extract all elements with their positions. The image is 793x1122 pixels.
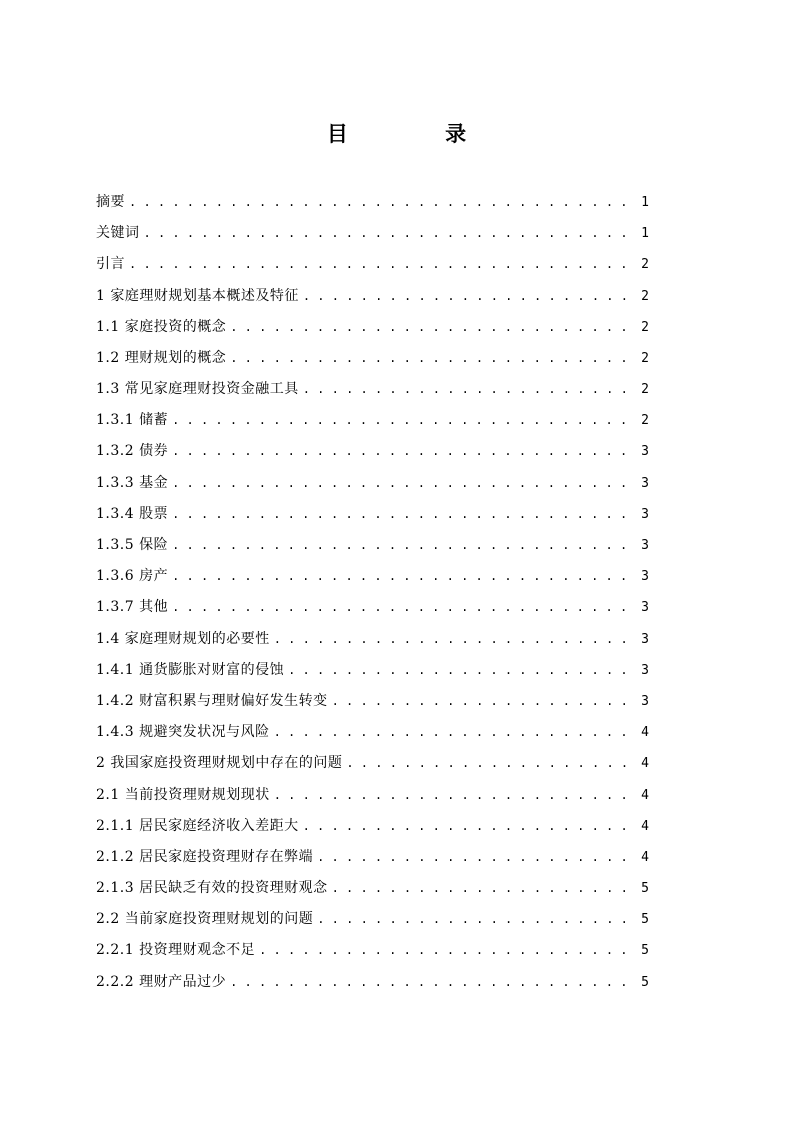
toc-dot-leader xyxy=(274,624,635,655)
table-of-contents xyxy=(96,187,649,998)
toc-entry-page-number: 2 xyxy=(641,257,649,273)
toc-entry-page-number: 2 xyxy=(641,350,649,366)
toc-entry[interactable] xyxy=(96,468,649,499)
toc-entry-page-number: 4 xyxy=(641,787,649,803)
toc-entry-label: 1.3.6 房产 xyxy=(96,568,169,585)
toc-entry-page-number: 4 xyxy=(641,756,649,772)
toc-entry-label: 引言 xyxy=(96,256,125,273)
toc-dot-leader xyxy=(303,374,635,405)
toc-entry-page-number: 3 xyxy=(641,631,649,647)
toc-dot-leader xyxy=(172,405,635,436)
toc-dot-leader xyxy=(172,499,635,530)
toc-entry-page-number: 5 xyxy=(641,943,649,959)
toc-dot-leader xyxy=(172,530,635,561)
toc-entry-page-number: 3 xyxy=(641,569,649,585)
toc-dot-leader xyxy=(172,592,635,623)
toc-entry[interactable] xyxy=(96,842,649,873)
toc-entry[interactable] xyxy=(96,936,649,967)
toc-entry-page-number: 2 xyxy=(641,288,649,304)
toc-entry-label: 1.4.2 财富积累与理财偏好发生转变 xyxy=(96,692,328,709)
toc-entry[interactable] xyxy=(96,873,649,904)
toc-dot-leader xyxy=(317,904,635,935)
toc-entry[interactable] xyxy=(96,374,649,405)
toc-dot-leader xyxy=(230,343,635,374)
toc-entry-label: 摘要 xyxy=(96,193,125,210)
toc-entry-label: 2.1.2 居民家庭投资理财存在弊端 xyxy=(96,848,314,865)
toc-entry[interactable] xyxy=(96,655,649,686)
toc-entry[interactable] xyxy=(96,561,649,592)
toc-entry[interactable] xyxy=(96,218,649,249)
toc-entry-page-number: 2 xyxy=(641,382,649,398)
toc-entry-label: 2 我国家庭投资理财规划中存在的问题 xyxy=(96,755,343,772)
toc-dot-leader xyxy=(172,561,635,592)
toc-entry[interactable] xyxy=(96,592,649,623)
toc-entry-page-number: 2 xyxy=(641,413,649,429)
toc-entry-page-number: 2 xyxy=(641,319,649,335)
toc-entry-label: 1.1 家庭投资的概念 xyxy=(96,318,227,335)
toc-entry-page-number: 3 xyxy=(641,662,649,678)
toc-entry-page-number: 4 xyxy=(641,725,649,741)
toc-entry[interactable] xyxy=(96,530,649,561)
toc-entry[interactable] xyxy=(96,343,649,374)
toc-dot-leader xyxy=(303,811,635,842)
toc-dot-leader xyxy=(274,717,635,748)
toc-entry[interactable] xyxy=(96,686,649,717)
toc-entry[interactable] xyxy=(96,780,649,811)
toc-entry-page-number: 1 xyxy=(641,226,649,242)
toc-entry-page-number: 5 xyxy=(641,912,649,928)
toc-entry[interactable] xyxy=(96,437,649,468)
toc-entry[interactable] xyxy=(96,967,649,998)
toc-entry[interactable] xyxy=(96,811,649,842)
toc-entry-label: 1.3.5 保险 xyxy=(96,537,169,554)
toc-entry-label: 2.1.1 居民家庭经济收入差距大 xyxy=(96,817,299,834)
toc-entry-label: 2.2.2 理财产品过少 xyxy=(96,973,227,990)
toc-dot-leader xyxy=(172,468,635,499)
toc-entry-label: 2.2.1 投资理财观念不足 xyxy=(96,942,256,959)
toc-entry[interactable] xyxy=(96,281,649,312)
toc-entry-label: 1.3 常见家庭理财投资金融工具 xyxy=(96,381,299,398)
toc-dot-leader xyxy=(303,281,635,312)
toc-entry-page-number: 4 xyxy=(641,818,649,834)
toc-entry[interactable] xyxy=(96,312,649,343)
toc-entry-page-number: 4 xyxy=(641,849,649,865)
toc-dot-leader xyxy=(230,312,635,343)
toc-entry-label: 1 家庭理财规划基本概述及特征 xyxy=(96,287,299,304)
toc-entry-page-number: 3 xyxy=(641,693,649,709)
toc-dot-leader xyxy=(346,748,635,779)
toc-entry-label: 2.2 当前家庭投资理财规划的问题 xyxy=(96,911,314,928)
toc-dot-leader xyxy=(259,936,635,967)
toc-entry-label: 2.1.3 居民缺乏有效的投资理财观念 xyxy=(96,880,328,897)
toc-entry-label: 1.3.7 其他 xyxy=(96,599,169,616)
toc-entry-label: 1.3.1 储蓄 xyxy=(96,412,169,429)
toc-dot-leader xyxy=(332,873,635,904)
toc-entry-page-number: 5 xyxy=(641,974,649,990)
toc-entry-label: 1.4.1 通货膨胀对财富的侵蚀 xyxy=(96,661,285,678)
toc-entry[interactable] xyxy=(96,405,649,436)
toc-dot-leader xyxy=(274,780,635,811)
toc-entry-label: 1.3.3 基金 xyxy=(96,474,169,491)
toc-entry[interactable] xyxy=(96,624,649,655)
toc-entry-label: 关键词 xyxy=(96,225,140,242)
toc-dot-leader xyxy=(317,842,635,873)
toc-entry-page-number: 3 xyxy=(641,600,649,616)
toc-dot-leader xyxy=(129,187,635,218)
toc-entry[interactable] xyxy=(96,748,649,779)
toc-entry[interactable] xyxy=(96,717,649,748)
toc-entry-page-number: 3 xyxy=(641,444,649,460)
toc-dot-leader xyxy=(172,437,635,468)
toc-entry-page-number: 3 xyxy=(641,506,649,522)
toc-entry[interactable] xyxy=(96,187,649,218)
toc-entry-label: 1.2 理财规划的概念 xyxy=(96,349,227,366)
toc-entry[interactable] xyxy=(96,904,649,935)
toc-entry-label: 1.4.3 规避突发状况与风险 xyxy=(96,724,270,741)
toc-entry-page-number: 3 xyxy=(641,475,649,491)
toc-dot-leader xyxy=(230,967,635,998)
toc-entry-page-number: 1 xyxy=(641,194,649,210)
toc-dot-leader xyxy=(332,686,635,717)
toc-entry-label: 1.3.4 股票 xyxy=(96,505,169,522)
toc-entry-label: 2.1 当前投资理财规划现状 xyxy=(96,786,270,803)
toc-dot-leader xyxy=(144,218,636,249)
toc-dot-leader xyxy=(288,655,635,686)
toc-entry[interactable] xyxy=(96,249,649,280)
toc-entry-label: 1.4 家庭理财规划的必要性 xyxy=(96,630,270,647)
toc-entry[interactable] xyxy=(96,499,649,530)
toc-entry-page-number: 3 xyxy=(641,538,649,554)
toc-entry-label: 1.3.2 债券 xyxy=(96,443,169,460)
page-title: 目 录 xyxy=(326,121,512,146)
toc-dot-leader xyxy=(129,249,635,280)
toc-entry-page-number: 5 xyxy=(641,881,649,897)
